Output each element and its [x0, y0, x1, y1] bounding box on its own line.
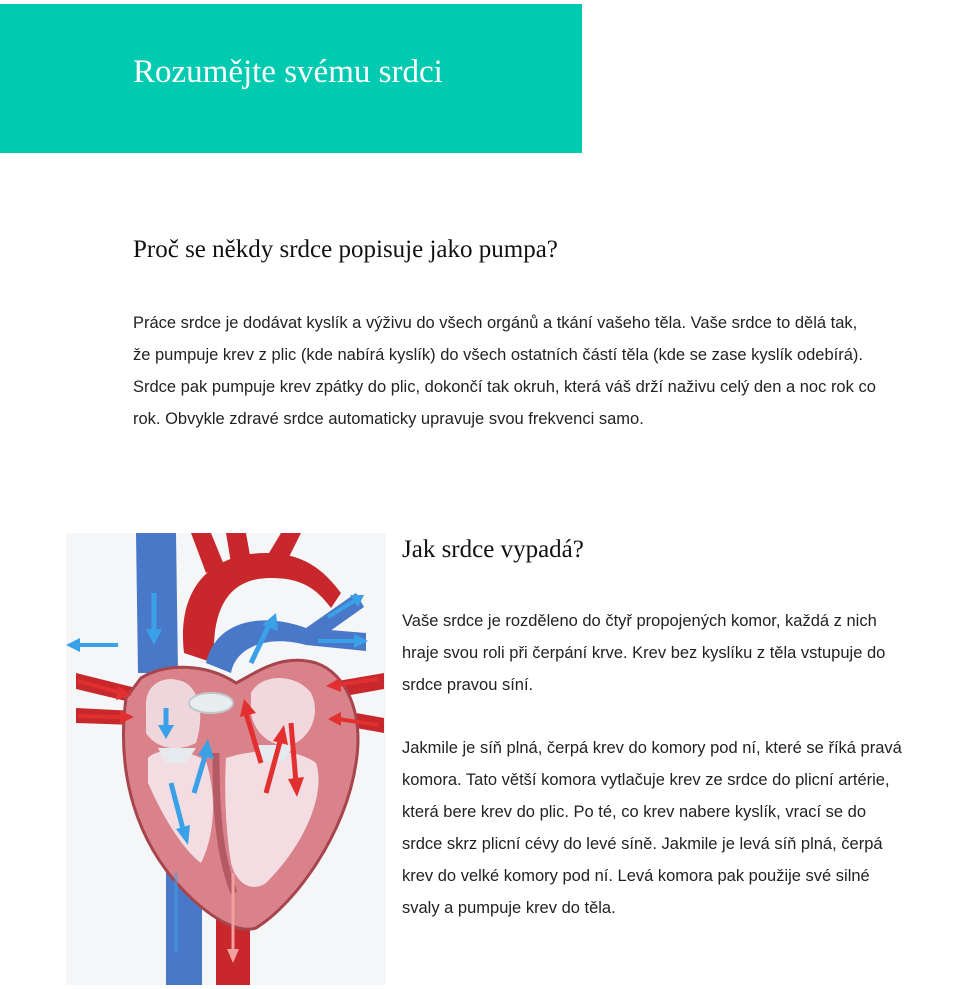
paragraph-line: Práce srdce je dodávat kyslík a výživu do všech orgánů a tkání vašeho těla. Vaše srdce to dělá tak,	[133, 314, 858, 332]
paragraph-line: srdce skrz plicní cévy do levé síně. Jakmile je levá síň plná, čerpá	[402, 835, 883, 853]
paragraph-line: krev do velké komory pod ní. Levá komora pak použije své silné	[402, 867, 870, 885]
section-look-paragraph-2	[402, 732, 902, 924]
paragraph-line: srdce pravou síní.	[402, 676, 534, 694]
paragraph-line: svaly a pumpuje krev do těla.	[402, 899, 616, 917]
paragraph-line: která bere krev do plic. Po té, co krev nabere kyslík, vrací se do	[402, 803, 867, 821]
section-heading-look: Jak srdce vypadá?	[402, 536, 584, 563]
vena-cava-superior	[136, 533, 178, 673]
section-heading-pump: Proč se někdy srdce popisuje jako pumpa?	[133, 236, 558, 263]
header-banner	[0, 4, 582, 153]
paragraph-line: Srdce pak pumpuje krev zpátky do plic, dokončí tak okruh, která váš drží naživu celý den a noc rok co	[133, 378, 876, 396]
paragraph-line: hraje svou roli při čerpání krve. Krev bez kyslíku z těla vstupuje do	[402, 644, 886, 662]
heart-anatomy-illustration	[66, 533, 386, 985]
section-pump-paragraph	[133, 307, 876, 435]
paragraph-line: rok. Obvykle zdravé srdce automaticky upravuje svou frekvenci samo.	[133, 410, 644, 428]
section-look-paragraph-1	[402, 605, 885, 701]
paragraph-line: že pumpuje krev z plic (kde nabírá kyslík) do všech ostatních částí těla (kde se zase kyslík odebírá).	[133, 346, 863, 364]
paragraph-line: komora. Tato větší komora vytlačuje krev ze srdce do plicní artérie,	[402, 771, 890, 789]
paragraph-line: Vaše srdce je rozděleno do čtyř propojených komor, každá z nich	[402, 612, 877, 630]
paragraph-line: Jakmile je síň plná, čerpá krev do komory pod ní, které se říká pravá	[402, 739, 902, 757]
right-atrium	[146, 679, 200, 748]
heart-illustration-svg	[66, 533, 386, 985]
page-title: Rozumějte svému srdci	[133, 54, 443, 90]
